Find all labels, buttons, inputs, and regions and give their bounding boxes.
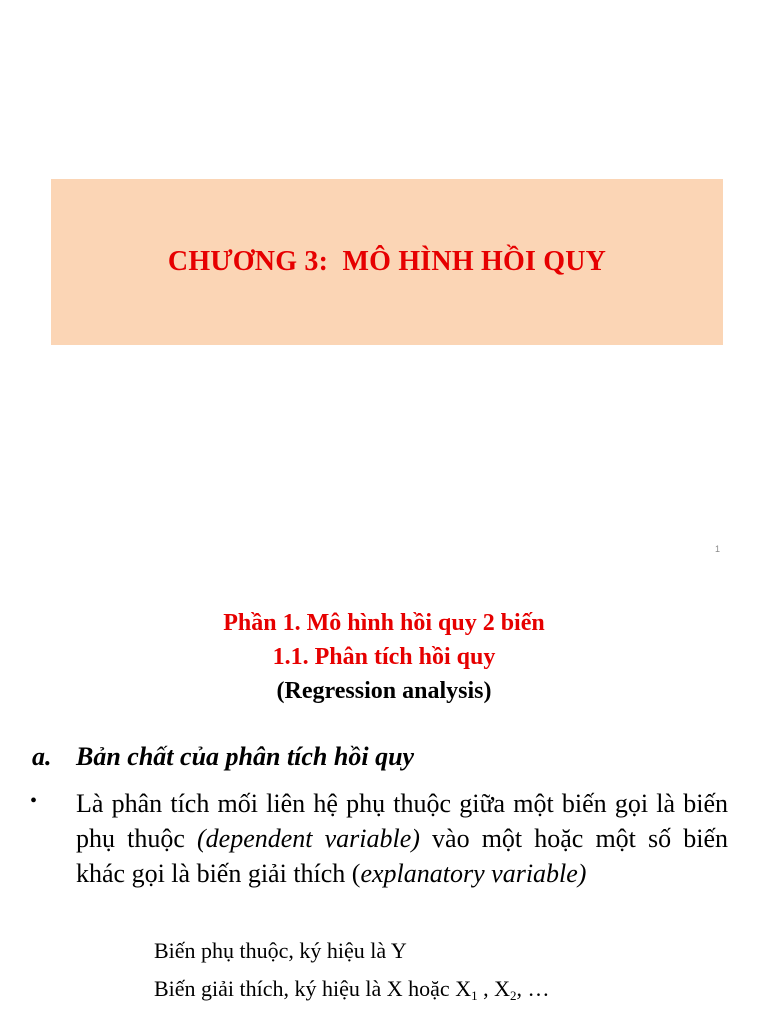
- paragraph-italic-1: (dependent variable): [197, 824, 420, 853]
- subscript-2: 2: [509, 988, 517, 1003]
- explanatory-prefix: Biến giải thích, ký hiệu là X hoặc X: [154, 976, 472, 1001]
- subsection-title: [32, 742, 414, 772]
- explanatory-mid: , X: [477, 976, 510, 1001]
- page-number: 1: [714, 544, 720, 554]
- paragraph-text-2: vào một hoặc một số biến khác gọi là biến giải thích (: [76, 824, 728, 888]
- explanatory-variable-line: [154, 976, 549, 1002]
- paragraph-text-1: Là phân tích mối liên hệ phụ thuộc giữa một biến gọi là biến phụ thuộc: [76, 789, 728, 853]
- explanatory-suffix: , …: [516, 976, 550, 1001]
- definition-paragraph: [76, 786, 728, 891]
- subsection-title-text: Bản chất của phân tích hồi quy: [76, 742, 415, 771]
- bullet-icon: •: [30, 790, 38, 812]
- title-box: [51, 179, 723, 345]
- subsection-marker: a.: [32, 742, 52, 771]
- dependent-variable-line: Biến phụ thuộc, ký hiệu là Y: [154, 938, 407, 963]
- section-subheading: (Regression analysis): [276, 678, 492, 704]
- section-heading: 1.1. Phân tích hồi quy: [272, 644, 496, 670]
- chapter-title: CHƯƠNG 3: MÔ HÌNH HỒI QUY: [167, 246, 607, 277]
- slide-2: [0, 576, 768, 1024]
- paragraph-italic-2: explanatory variable): [360, 859, 587, 888]
- subscript-1: 1: [471, 988, 478, 1003]
- part-heading: Phần 1. Mô hình hồi quy 2 biến: [223, 610, 545, 636]
